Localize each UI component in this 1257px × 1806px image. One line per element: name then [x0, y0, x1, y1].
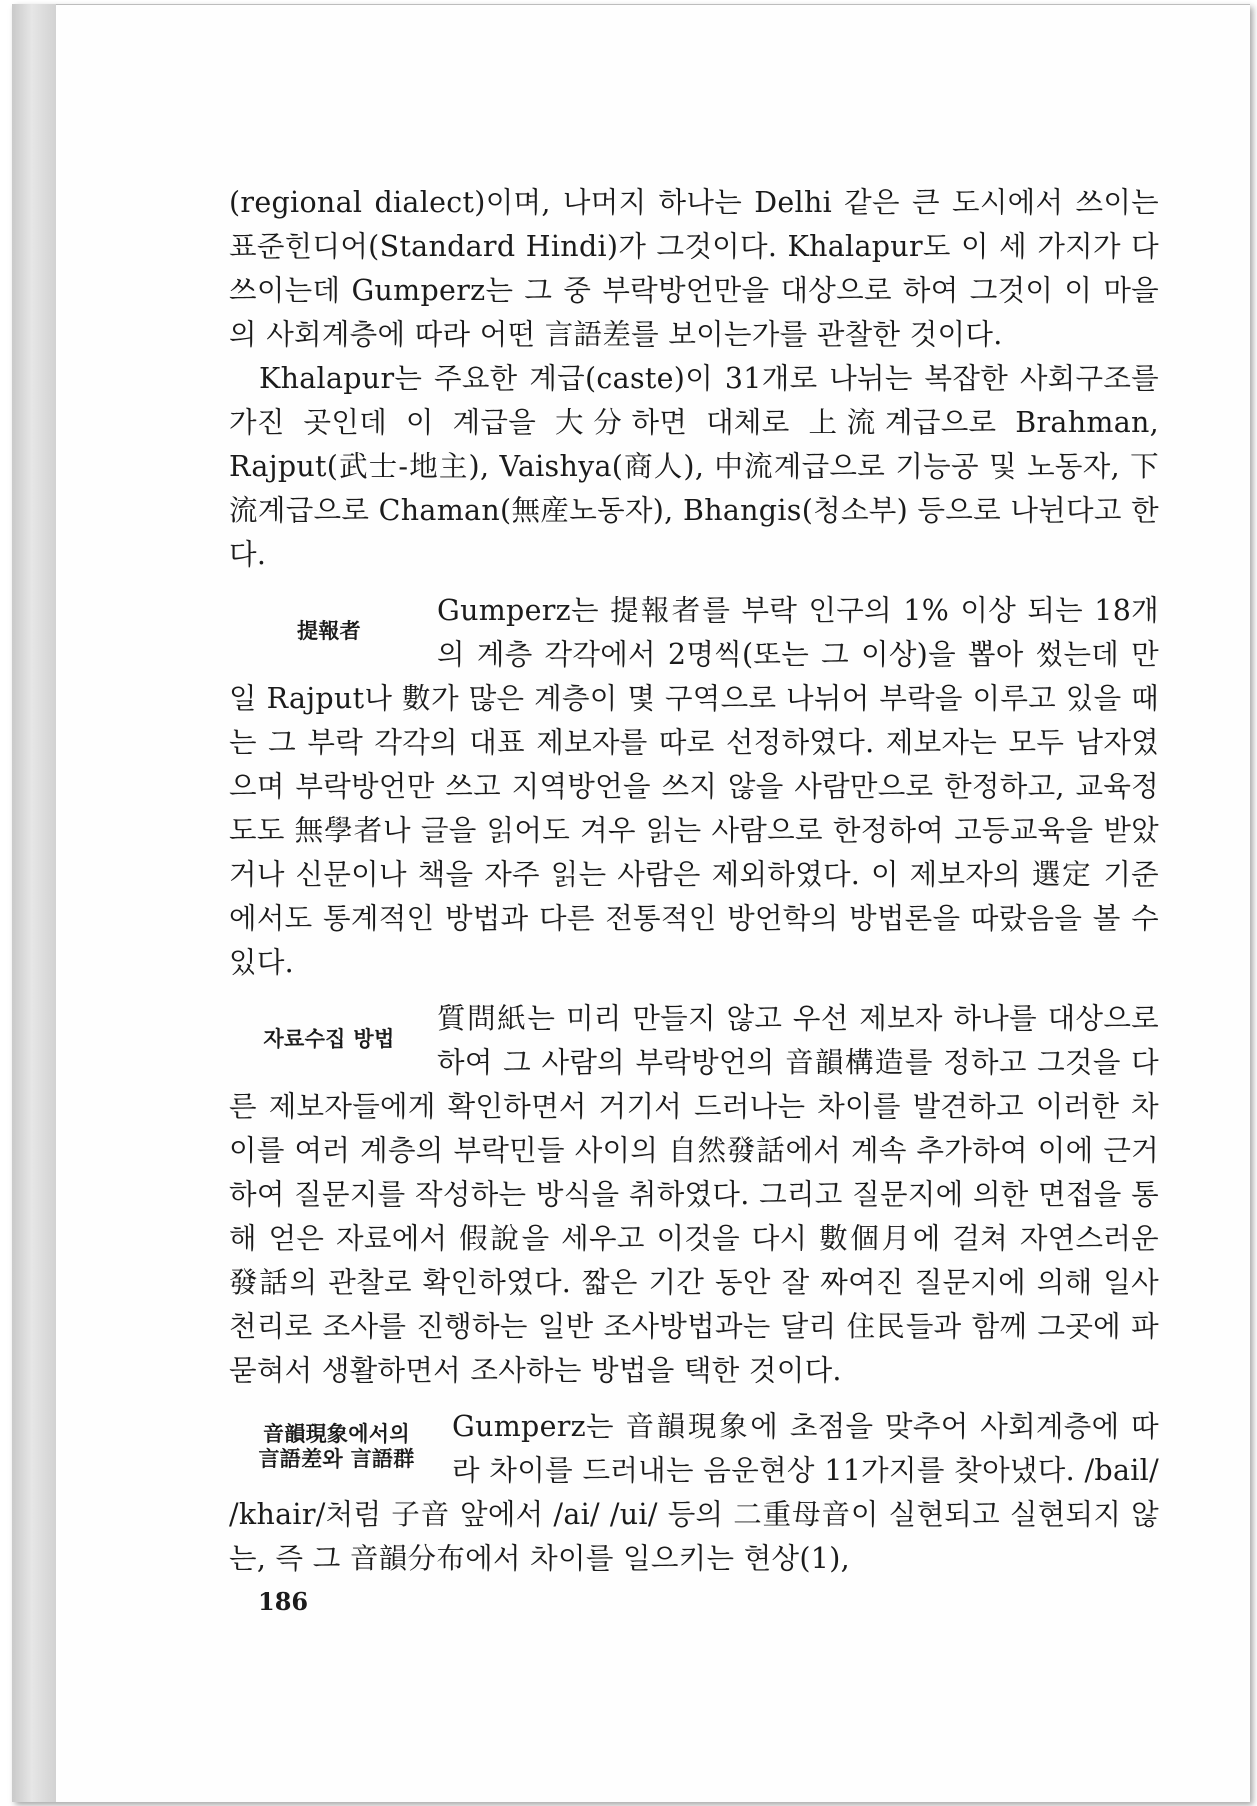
book — [12, 4, 1250, 1802]
book-page — [56, 4, 1250, 1802]
paragraph: (regional dialect)이며, 나머지 하나는 Delhi 같은 큰 도시에서 쓰이는 표준힌디어(Standard Hindi)가 그것이다. Khalapur도 이 세 가지가 다 쓰이는데 Gumperz는 그 중 부락방언만을 대상으로 하여 그것이 이 마을의 사회계층에 따라 어떤 言語差를 보이는가를 관찰한 것이다. — [229, 186, 1159, 351]
paragraph: Gumperz는 提報者를 부락 인구의 1% 이상 되는 18개의 계층 각각에서 2명씩(또는 그 이상)을 뽑아 썼는데 만일 Rajput나 數가 많은 계층이 몇 구역으로 나뉘어 부락을 이루고 있을 때는 그 부락 각각의 대표 제보자를 따로 선정하였다. 제보자는 모두 남자였으며 부락방언만 쓰고 지역방언을 쓰지 않을 사람만으로 한정하고, 교육정도도 無學者나 글을 읽어도 겨우 읽는 사람으로 한정하여 고등교육을 받았거나 신문이나 책을 자주 읽는 사람은 제외하였다. 이 제보자의 選定 기준에서도 통계적인 방법과 다른 전통적인 방언학의 방법론을 따랐음을 볼 수 있다. — [229, 594, 1159, 979]
section-heading — [229, 1405, 444, 1489]
page-number: 186 — [258, 1587, 309, 1616]
paragraph: Gumperz는 音韻現象에 초점을 맞추어 사회계층에 따라 차이를 드러내는 음운현상 11가지를 찾아냈다. /bail/ /khair/처럼 子音 앞에서 /ai/ /ui/ 등의 二重母音이 실현되고 실현되지 않는, 즉 그 音韻分布에서 차이를 일으키는 현상(1), — [229, 1410, 1159, 1575]
section-heading-line: 音韻現象에서의 — [263, 1422, 410, 1446]
section-heading: 자료수집 방법 — [263, 1026, 395, 1051]
section-heading: 提報者 — [297, 618, 361, 643]
paragraph: Khalapur는 주요한 계급(caste)이 31개로 나뉘는 복잡한 사회구조를 가진 곳인데 이 계급을 大分하면 대체로 上流계급으로 Brahman, Rajput(武士-地主), Vaishya(商人), 中流계급으로 기능공 및 노동자, 下流계급으로 Chaman(無産노동자), Bhangis(청소부) 등으로 나뉜다고 한다. — [229, 362, 1159, 571]
book-spine — [12, 4, 57, 1802]
page-body — [229, 181, 1159, 1581]
paragraph: 質問紙는 미리 만들지 않고 우선 제보자 하나를 대상으로 하여 그 사람의 부락방언의 音韻構造를 정하고 그것을 다른 제보자들에게 확인하면서 거기서 드러나는 차이를 발견하고 이러한 차이를 여러 계층의 부락민들 사이의 自然發話에서 계속 추가하여 이에 근거하여 질문지를 작성하는 방식을 취하였다. 그리고 질문지에 의한 면접을 통해 얻은 자료에서 假說을 세우고 이것을 다시 數個月에 걸쳐 자연스러운 發話의 관찰로 확인하였다. 짧은 기간 동안 잘 짜여진 질문지에 의해 일사천리로 조사를 진행하는 일반 조사방법과는 달리 住民들과 함께 그곳에 파묻혀서 생활하면서 조사하는 방법을 택한 것이다. — [229, 1002, 1159, 1387]
section-heading-line: 言語差와 言語群 — [258, 1447, 415, 1471]
